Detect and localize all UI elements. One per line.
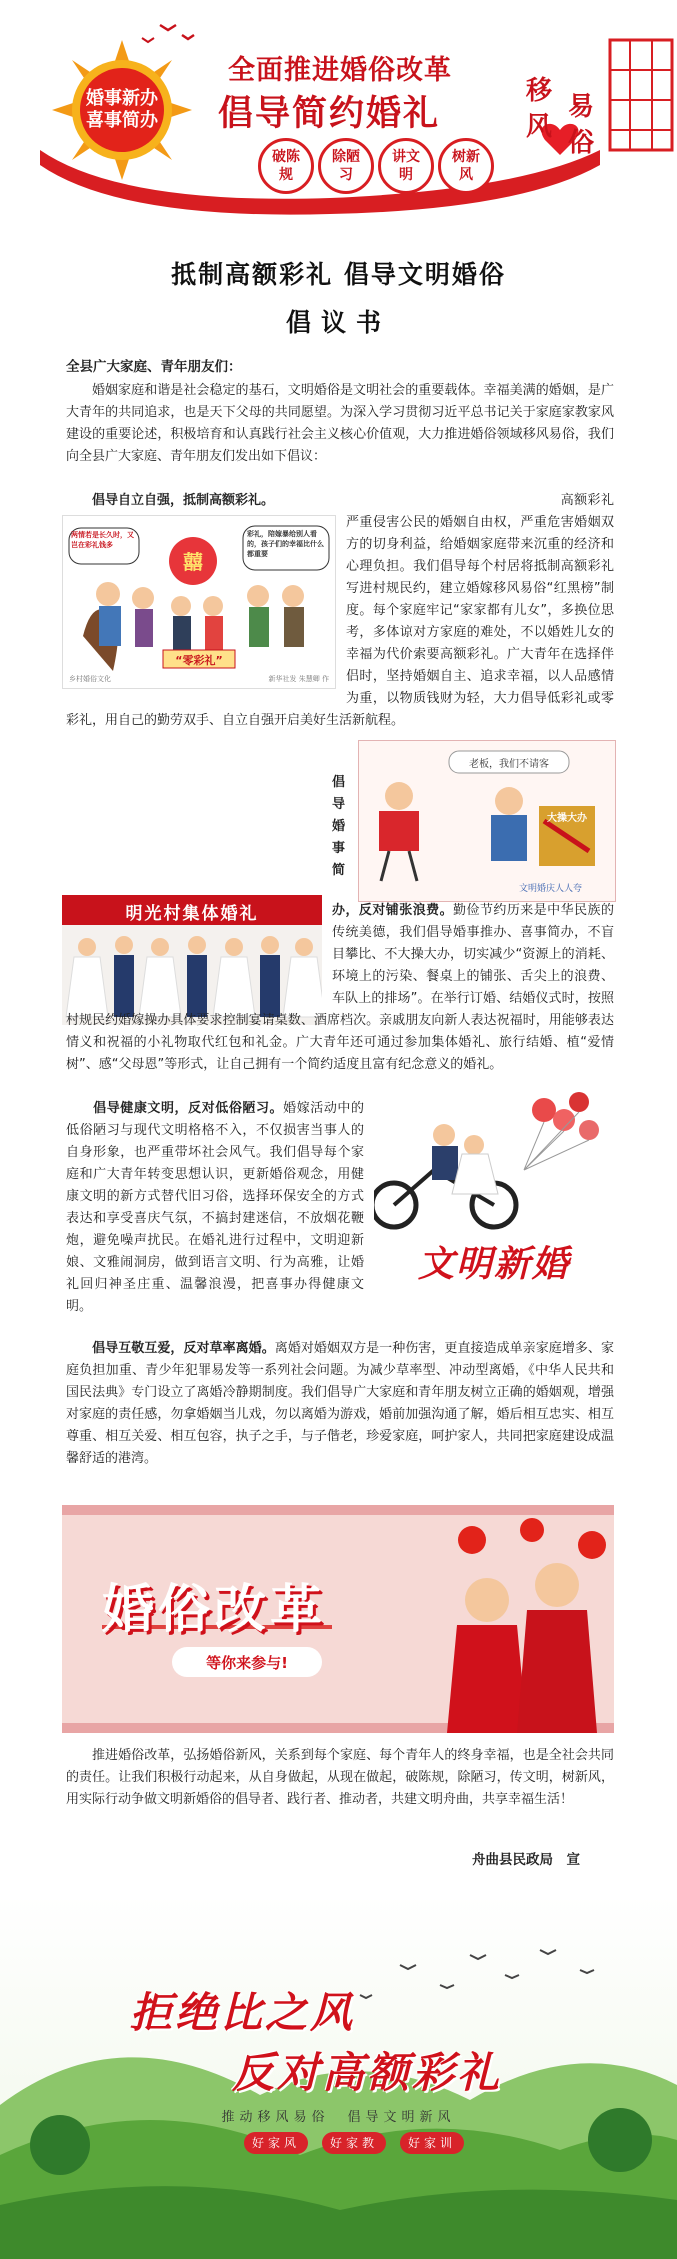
- footer-badge: 好家风: [244, 2132, 308, 2154]
- p1-body-text: 高额彩礼严重侵害公民的婚姻自由权，严重危害婚姻双方的切身利益，给婚姻家庭带来沉重的经济和心理负担。我们倡导每个村居将抵制高额彩礼写进村规民约，建立婚嫁移风易俗“红黑榜”制度。每个家庭牢记“家家都有儿女”，多换位思考，多体谅对方家庭的难处，不以婚姓儿女的幸福为代价索要高额彩礼。广大青年在选择伴侣时，坚持婚姻自主、追求幸福，以人品感情为重，以物质钱财为轻，大力倡导低彩礼或零彩礼，用自己的勤劳双手、自立自强开启美好生活新航程。: [66, 493, 614, 728]
- sun-line-2: 喜事简办: [86, 110, 158, 131]
- p3-body-text: 婚嫁活动中的低俗陋习与现代文明格格不入，不仅损害当事人的自身形象，也严重带坏社会风气。我们倡导每个家庭和广大青年转变思想认识，更新婚俗观念，用健康文明的新方式替代旧习俗，选择环保安全的方式表达和享受喜庆气氛，不搞封建迷信，不放烟花鞭炮，避免噪声扰民。在婚礼进行过程中，文明迎新娘、文雅闹洞房，做到语言文明、行为高雅，让婚礼回归神圣庄重、温馨浪漫，把喜事办得健康文明。: [66, 1101, 364, 1314]
- pill-label: 除陋习: [332, 149, 360, 183]
- paragraph-4: [66, 1338, 614, 1470]
- double-happiness-glyph: 囍: [183, 550, 203, 574]
- side-word: 易: [568, 92, 595, 122]
- banner-line-1: 全面推进婚俗改革: [228, 55, 452, 86]
- paragraph-2: [66, 750, 614, 1076]
- closing-paragraph: [66, 1745, 614, 1811]
- cartoon-caption-left: 乡村婚俗文化: [69, 675, 111, 683]
- side-word: 移: [526, 76, 553, 106]
- civil-wedding-logo: 文明新婚: [417, 1244, 570, 1285]
- cartoon-speech: 老板，我们不请客: [469, 759, 549, 770]
- cartoon-sign-text: 大操大办: [547, 813, 587, 824]
- group-wedding-banner: 明光村集体婚礼: [125, 904, 259, 924]
- pill-badge: [318, 138, 374, 194]
- banner-line-2: 倡导简约婚礼: [218, 94, 441, 134]
- float-spacer: [350, 750, 614, 900]
- footer-badges: [244, 2132, 544, 2154]
- footer-badge: 好家教: [322, 2132, 386, 2154]
- footer-slogan-2: 反对高额彩礼: [232, 2048, 503, 2097]
- p4-heading: 倡导互敬互爱，反对草率离婚。: [92, 1341, 275, 1356]
- reform-banner-image: [62, 1505, 614, 1733]
- sun-text: [52, 88, 192, 132]
- side-words: [488, 56, 658, 166]
- footer-slogan-1: 拒绝比之风: [130, 1988, 356, 2037]
- document-subtitle: 倡议书: [285, 308, 391, 337]
- p3-heading: 倡导健康文明，反对低俗陋习。: [93, 1101, 284, 1116]
- speech-bubble-right: 彩礼，陪嫁暴给别人看的，孩子们的幸福比什么都重要: [247, 530, 324, 558]
- intro-paragraph: [66, 380, 614, 468]
- float-spacer: [66, 882, 332, 1002]
- speech-bubble-left: 两情若是长久时，又岂在彩礼钱多: [71, 531, 134, 549]
- document-title: 抵制高额彩礼 倡导文明婚俗: [171, 260, 506, 289]
- side-word: 俗: [568, 128, 595, 158]
- paragraph-3: [66, 1098, 614, 1318]
- float-spacer: [364, 1098, 614, 1298]
- reform-banner-title: 婚俗改革: [102, 1580, 327, 1640]
- side-word: 风: [526, 112, 553, 142]
- pill-label: 破陈规: [272, 149, 300, 183]
- footer-badge: 好家训: [400, 2132, 464, 2154]
- cartoon-caption: 文明婚庆人人夸: [519, 884, 583, 894]
- p2-heading: 倡导婚事简办，反对铺张浪费。: [332, 775, 454, 918]
- closing-text: 推进婚俗改革，弘扬婚俗新风，关系到每个家庭、每个青年人的终身幸福，也是全社会共同的责任。让我们积极行动起来，从自身做起，从现在做起，破陈规，除陋习，传文明，树新风，用实际行动争做文明新婚俗的倡导者、践行者、推动者，共建文明舟曲，共享幸福生活！: [66, 1748, 614, 1807]
- reform-banner-cta: 等你来参与!: [206, 1654, 288, 1672]
- p2-body-text: 勤俭节约历来是中华民族的传统美德，我们倡导婚事推办、喜事简办，不盲目攀比、不大操大办，切实减少“资源上的消耗、环境上的污染、餐桌上的铺张、舌尖上的浪费、车队上的排场”。在举行订婚、结婚仪式时，按照村规民约婚嫁操办具体要求控制宴请桌数、酒席档次。亲戚朋友向新人表达祝福时，用能够表达情义和祝福的小礼物取代红包和礼金。广大青年还可通过参加集体婚礼、旅行结婚、植“爱情树”、感“父母恩”等形式，让自己拥有一个简约适度且富有纪念意义的婚礼。: [66, 903, 614, 1072]
- zero-bride-price-sign: “零彩礼”: [175, 654, 223, 667]
- cartoon-caption-right: 新华社发 朱慧卿 作: [268, 675, 329, 683]
- p1-heading: 倡导自立自强，抵制高额彩礼。: [92, 493, 275, 508]
- footer-line: 推动移风易俗 倡导文明新风: [221, 2110, 456, 2125]
- pill-label: 讲文明: [392, 149, 420, 183]
- pill-badge: [258, 138, 314, 194]
- header-banner: [0, 0, 677, 215]
- intro-text: 婚姻家庭和谐是社会稳定的基石，文明婚俗是文明社会的重要载体。幸福美满的婚姻，是广大青年的共同追求，也是天下父母的共同愿望。为深入学习贯彻习近平总书记关于家庭家教家风建设的重要论述，积极培育和认真践行社会主义核心价值观，大力推进婚俗领域移风易俗，我们向全县广大家庭、青年朋友们发出如下倡议：: [66, 383, 614, 464]
- p4-body-text: 离婚对婚姻双方是一种伤害，更直接造成单亲家庭增多、家庭负担加重、青少年犯罪易发等一系列社会问题。为减少草率型、冲动型离婚，《中华人民共和国民法典》专门设立了离婚冷静期制度。我们倡导广大家庭和青年朋友树立正确的婚姻观，增强对家庭的责任感，勿拿婚姻当儿戏，勿以离婚为游戏，婚前加强沟通了解，婚后相互忠实、相互尊重、相互关爱、相互包容，执子之手，与子偕老，珍爱家庭，呵护家人，共同把家庭建设成温馨舒适的港湾。: [66, 1341, 614, 1466]
- sun-emblem: [52, 40, 192, 180]
- pill-badge: [438, 138, 494, 194]
- pill-badge: [378, 138, 434, 194]
- signature: 舟曲县民政局 宣: [472, 1852, 580, 1868]
- paragraph-1: [66, 490, 614, 732]
- float-spacer: [66, 490, 346, 690]
- greeting: 全县广大家庭、青年朋友们：: [66, 359, 242, 375]
- sun-line-1: 婚事新办: [86, 88, 158, 109]
- pill-label: 树新风: [452, 149, 480, 183]
